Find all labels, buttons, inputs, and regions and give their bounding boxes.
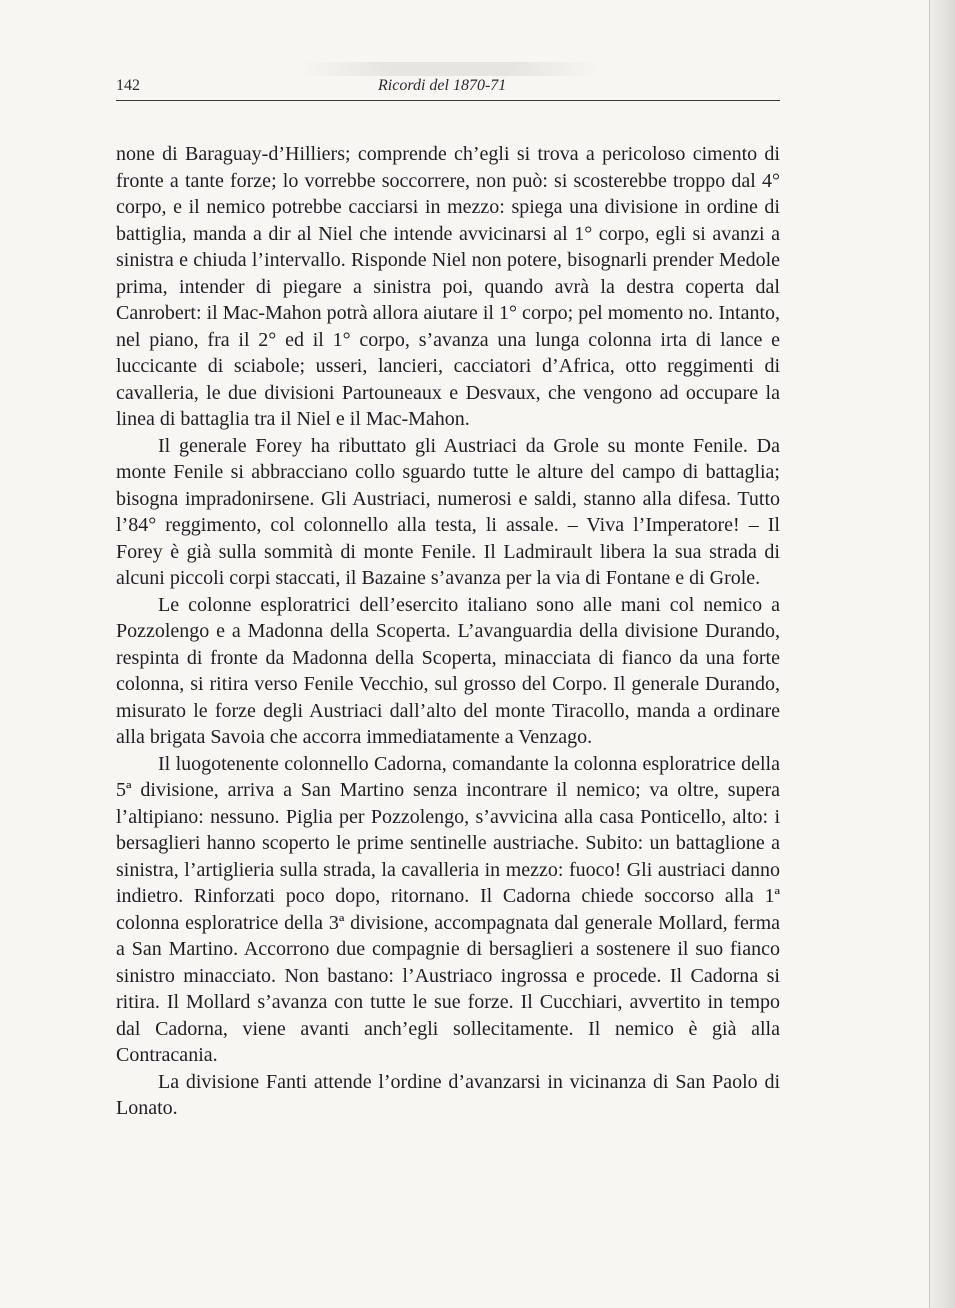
paragraph: Il generale Forey ha ributtato gli Austriaci da Grole su monte Fenile. Da monte Fenile si abbracciano collo sguardo tutte le alture del campo di battaglia; bisogna impradonirsene. Gli Austriaci, numerosi e saldi, stanno alla difesa. Tutto l’84° reggimento, col colonnello alla testa, li assale. – Viva l’Imperatore! – Il Forey è già sulla sommità di monte Fenile. Il Ladmirault libera la sua strada di alcuni piccoli corpi staccati, il Bazaine s’avanza per la via di Fontane e di Grole. xyxy=(116,434,780,589)
scan-edge-line xyxy=(929,0,930,1308)
running-header xyxy=(116,76,780,101)
paragraph-continued: none di Baraguay-d’Hilliers; comprende ch’egli si trova a pericoloso cimento di fronte a tante forze; lo vorrebbe soccorrere, non può: si scosterebbe troppo dal 4° corpo, e il nemico potrebbe cacciarsi in mezzo: spiega una divisione in ordine di battiglia, manda a dir al Niel che intende avvicinarsi al 1° corpo, egli si avanzi a sinistra e chiuda l’intervallo. Risponde Niel non potere, bisognarli prender Medole prima, intender di piegare a sinistra poi, quando avrà la destra coperta dal Canrobert: il Mac-Mahon potrà allora aiutare il 1° corpo; pel momento no. Intanto, nel piano, fra il 2° ed il 1° corpo, s’avanza una lunga colonna irta di lance e luccicante di sciabole; usseri, lancieri, cacciatori d’Africa, otto reggimenti di cavalleria, le due divisioni Partouneaux e Desvaux, che vengono ad occupare la linea di battaglia tra il Niel e il Mac-Mahon. xyxy=(116,143,780,430)
page-number: 142 xyxy=(116,77,140,94)
paragraph: La divisione Fanti attende l’ordine d’avanzarsi in vicinanza di San Paolo di Lonato. xyxy=(116,1070,780,1119)
running-title: Ricordi del 1870-71 xyxy=(378,77,507,94)
show-through-smudge xyxy=(300,62,600,76)
paragraph: Il luogotenente colonnello Cadorna, comandante la colonna esploratrice della 5ª divisione, arriva a San Martino senza incontrare il nemico; va oltre, supera l’altipiano: nessuno. Piglia per Pozzolengo, s’avvicina alla casa Ponticello, alto: i bersaglieri hanno scoperto le prime sentinelle austriache. Subito: un battaglione a sinistra, l’artiglieria sulla strada, la cavalleria in mezzo: fuoco! Gli austriaci danno indietro. Rinforzati poco dopo, ritornano. Il Cadorna chiede soccorso alla 1ª colonna esploratrice della 3ª divisione, accompagnata dal generale Mollard, ferma a San Martino. Accorrono due compagnie di bersaglieri a sostenere il suo fianco sinistro minacciato. Non bastano: l’Austriaco ingrossa e procede. Il Cadorna si ritira. Il Mollard s’avanza con tutte le sue forze. Il Cucchiari, avvertito in tempo dal Cadorna, viene avanti anch’egli sollecitamente. Il nemico è già alla Contracania. xyxy=(116,752,780,1066)
paragraph: Le colonne esploratrici dell’esercito italiano sono alle mani col nemico a Pozzolengo e a Madonna della Scoperta. L’avanguardia della divisione Durando, respinta di fronte da Madonna della Scoperta, minacciata di fianco da una forte colonna, si ritira verso Fenile Vecchio, sul grosso del Corpo. Il generale Durando, misurato le forze degli Austriaci dall’alto del monte Tiracollo, manda a ordinare alla brigata Savoia che accorra immediatamente a Venzago. xyxy=(116,593,780,748)
scan-page-edge xyxy=(929,0,955,1308)
page-body xyxy=(116,141,780,1122)
